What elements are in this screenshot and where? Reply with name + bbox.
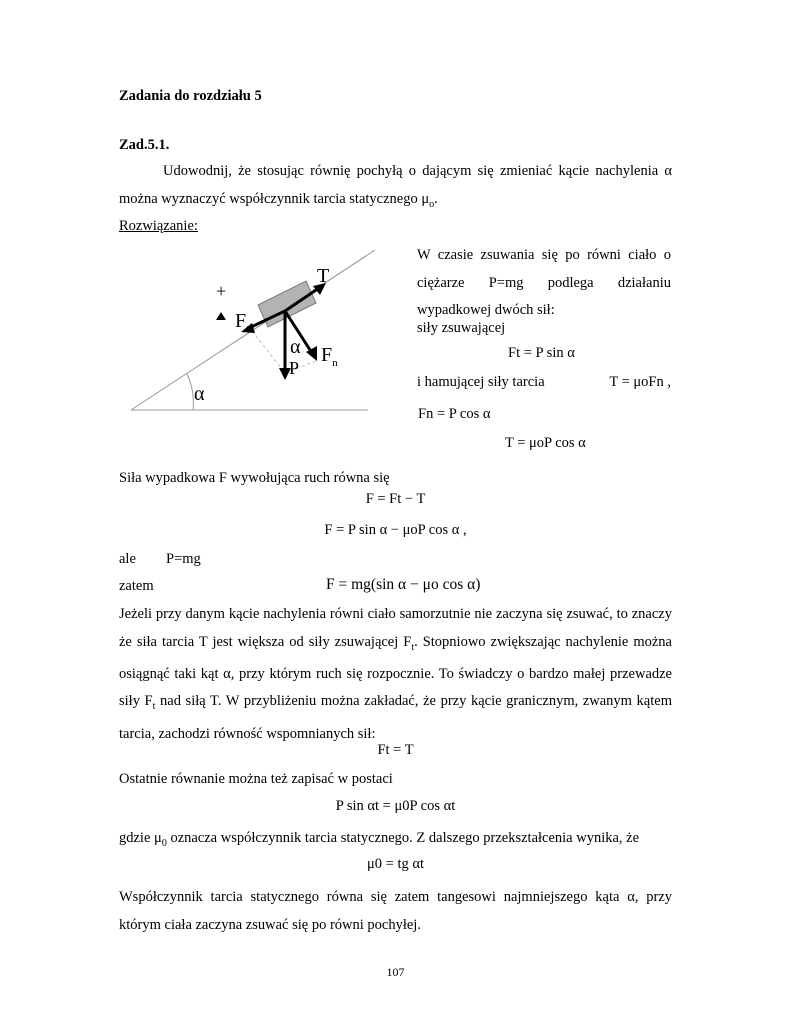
text-where: gdzie $\mu_0$ oznacza współczynnik tarcia statycznego. Z dalszego przekształcenia wynika, że	[119, 830, 640, 849]
label-plus: +	[216, 281, 227, 301]
label-fn: $F_n$	[321, 344, 338, 369]
page-number: 107	[386, 965, 405, 979]
eq-tg: μ0 = tg αt	[367, 856, 424, 872]
solution-label: Rozwiązanie:	[119, 218, 198, 234]
eq-f3: F = mg(sin α − μo cos α)	[326, 576, 481, 593]
text-last-eq: Ostatnie równanie można też zapisać w postaci	[119, 771, 393, 787]
triangle-marker	[216, 312, 226, 320]
dashed-line-3	[252, 331, 285, 373]
label-zatem: zatem	[119, 578, 154, 594]
incline-diagram	[125, 250, 400, 415]
eq-fn: Fn = P cos α	[418, 406, 491, 422]
eq-f1: F = Ft − T	[365, 491, 426, 507]
intro-line-2: można wyznaczyć współczynnik tarcia statycznego $\mu_o$.	[119, 191, 438, 210]
paragraph-1: Jeżeli przy danym kącie nachylenia równi ciało samorzutnie nie zaczyna się zsuwać, to znaczy że siła tarcia T jest większa od siły zsuwającej $F_t$. Stopniowo zwiększając nachylenie można osiągnąć taki kąt α, przy którym ruch się rozpocznie. To świadczy o bardzo małej przewadze siły $F_t$ nad siłą T. W przybliżeniu można zakładać, że przy kącie granicznym, zwanym kątem tarcia, zachodzi równość wspomnianych sił:	[119, 606, 672, 742]
text-resultant: Siła wypadkowa F wywołująca ruch równa się	[119, 470, 390, 486]
intro-line-1: Udowodnij, że stosując równię pochyłą o dającym się zmieniać kącie nachylenia α	[163, 163, 672, 179]
label-alpha-base: α	[194, 383, 205, 405]
eq-limit: P sin αt = μ0P cos αt	[335, 798, 456, 814]
label-ft: $F_t$	[235, 310, 250, 335]
eq-pmg: P=mg	[166, 551, 201, 567]
eq-ft: Ft = P sin α	[508, 345, 575, 361]
side-text-3-row	[417, 374, 671, 391]
eq-equal: Ft = T	[377, 742, 414, 758]
side-text-2: siły zsuwającej	[417, 320, 506, 336]
eq-t-cos: T = μoP cos α	[505, 435, 586, 451]
angle-arc	[187, 374, 193, 410]
exercise-title: Zad.5.1.	[119, 137, 170, 153]
label-p: P	[289, 358, 300, 378]
side-text-1: W czasie zsuwania się po równi ciało o ciężarze P=mg podlega działaniu wypadkowej dwóch sił:	[417, 247, 671, 318]
label-ale: ale	[119, 551, 136, 567]
label-alpha-force: α	[290, 336, 301, 358]
side-text-3: i hamującej siły tarcia	[417, 374, 545, 390]
eq-f2: F = P sin α − μoP cos α ,	[324, 522, 467, 538]
eq-t-mu: T = μoFn ,	[609, 374, 671, 390]
conclusion: Współczynnik tarcia statycznego równa się zatem tangesowi najmniejszego kąta α, przy którym ciała zaczyna zsuwać się po równi pochyłej.	[119, 889, 672, 933]
label-t: T	[317, 265, 330, 287]
chapter-title: Zadania do rozdziału 5	[119, 88, 262, 104]
